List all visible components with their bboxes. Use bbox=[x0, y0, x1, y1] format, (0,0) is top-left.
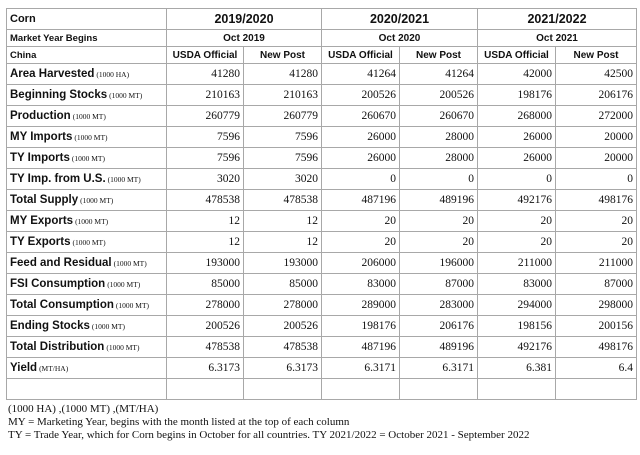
value-cell: 206176 bbox=[400, 316, 478, 337]
value-cell: 206176 bbox=[556, 85, 637, 106]
market-year-label: Market Year Begins bbox=[7, 30, 167, 47]
value-cell: 492176 bbox=[478, 337, 556, 358]
value-cell: 6.3171 bbox=[322, 358, 400, 379]
row-label bbox=[7, 295, 167, 316]
value-cell: 198156 bbox=[478, 316, 556, 337]
header-row-begins bbox=[7, 30, 637, 47]
value-cell: 487196 bbox=[322, 337, 400, 358]
table-row bbox=[7, 169, 637, 190]
value-cell: 28000 bbox=[400, 148, 478, 169]
value-cell: 41264 bbox=[400, 64, 478, 85]
year-header-2: 2020/2021 bbox=[322, 9, 478, 30]
value-cell: 196000 bbox=[400, 253, 478, 274]
row-label bbox=[7, 148, 167, 169]
table-row bbox=[7, 64, 637, 85]
value-cell: 26000 bbox=[322, 127, 400, 148]
value-cell: 260670 bbox=[322, 106, 400, 127]
value-cell: 478538 bbox=[167, 190, 244, 211]
year-header-3: 2021/2022 bbox=[478, 9, 637, 30]
value-cell: 26000 bbox=[478, 127, 556, 148]
header-row-years bbox=[7, 9, 637, 30]
value-cell: 487196 bbox=[322, 190, 400, 211]
row-label bbox=[7, 316, 167, 337]
value-cell: 272000 bbox=[556, 106, 637, 127]
value-cell: 20 bbox=[556, 232, 637, 253]
value-cell: 211000 bbox=[556, 253, 637, 274]
value-cell: 210163 bbox=[244, 85, 322, 106]
value-cell: 260779 bbox=[244, 106, 322, 127]
blank-row bbox=[7, 379, 637, 400]
row-unit: (1000 MT) bbox=[71, 154, 105, 163]
blank-cell bbox=[478, 379, 556, 400]
blank-cell bbox=[556, 379, 637, 400]
value-cell: 0 bbox=[478, 169, 556, 190]
value-cell: 260670 bbox=[400, 106, 478, 127]
value-cell: 42000 bbox=[478, 64, 556, 85]
table-row bbox=[7, 274, 637, 295]
table-row bbox=[7, 211, 637, 232]
value-cell: 20 bbox=[400, 232, 478, 253]
row-label bbox=[7, 106, 167, 127]
footnote-units: (1000 HA) ,(1000 MT) ,(MT/HA) bbox=[8, 403, 159, 415]
row-unit: (1000 MT) bbox=[109, 91, 143, 100]
value-cell: 200526 bbox=[244, 316, 322, 337]
value-cell: 41280 bbox=[167, 64, 244, 85]
value-cell: 20000 bbox=[556, 127, 637, 148]
row-label-text: Ending Stocks bbox=[10, 320, 90, 332]
value-cell: 0 bbox=[400, 169, 478, 190]
row-label-text: TY Imp. from U.S. bbox=[10, 173, 106, 185]
value-cell: 20 bbox=[400, 211, 478, 232]
row-label bbox=[7, 232, 167, 253]
value-cell: 3020 bbox=[244, 169, 322, 190]
row-label-text: Total Distribution bbox=[10, 341, 105, 353]
table-row bbox=[7, 295, 637, 316]
row-label bbox=[7, 127, 167, 148]
row-unit: (1000 MT) bbox=[80, 196, 114, 205]
value-cell: 7596 bbox=[244, 148, 322, 169]
row-label bbox=[7, 64, 167, 85]
value-cell: 20 bbox=[478, 232, 556, 253]
value-cell: 498176 bbox=[556, 337, 637, 358]
row-label-text: MY Imports bbox=[10, 131, 73, 143]
row-label bbox=[7, 358, 167, 379]
row-label bbox=[7, 190, 167, 211]
value-cell: 211000 bbox=[478, 253, 556, 274]
row-label-text: Area Harvested bbox=[10, 68, 95, 80]
blank-cell bbox=[400, 379, 478, 400]
row-unit: (1000 HA) bbox=[96, 70, 130, 79]
blank-cell bbox=[167, 379, 244, 400]
blank-cell bbox=[322, 379, 400, 400]
value-cell: 210163 bbox=[167, 85, 244, 106]
value-cell: 260779 bbox=[167, 106, 244, 127]
row-unit: (1000 MT) bbox=[106, 343, 140, 352]
value-cell: 12 bbox=[167, 211, 244, 232]
row-unit: (1000 MT) bbox=[74, 133, 108, 142]
value-cell: 498176 bbox=[556, 190, 637, 211]
row-unit: (1000 MT) bbox=[72, 112, 106, 121]
value-cell: 206000 bbox=[322, 253, 400, 274]
country-label: China bbox=[7, 47, 167, 64]
footnotes bbox=[8, 403, 636, 442]
value-cell: 6.3173 bbox=[244, 358, 322, 379]
value-cell: 278000 bbox=[167, 295, 244, 316]
value-cell: 20 bbox=[322, 232, 400, 253]
value-cell: 268000 bbox=[478, 106, 556, 127]
table-row bbox=[7, 232, 637, 253]
value-cell: 83000 bbox=[322, 274, 400, 295]
row-label bbox=[7, 211, 167, 232]
value-cell: 85000 bbox=[244, 274, 322, 295]
row-label-text: Yield bbox=[10, 362, 38, 374]
value-cell: 26000 bbox=[478, 148, 556, 169]
value-cell: 294000 bbox=[478, 295, 556, 316]
value-cell: 0 bbox=[556, 169, 637, 190]
begins-3: Oct 2021 bbox=[478, 30, 637, 47]
begins-2: Oct 2020 bbox=[322, 30, 478, 47]
value-cell: 20 bbox=[322, 211, 400, 232]
value-cell: 289000 bbox=[322, 295, 400, 316]
psd-table bbox=[6, 8, 637, 400]
value-cell: 193000 bbox=[167, 253, 244, 274]
blank-cell bbox=[7, 379, 167, 400]
table-row bbox=[7, 106, 637, 127]
value-cell: 41264 bbox=[322, 64, 400, 85]
footnote-ty: TY = Trade Year, which for Corn begins in October for all countries. TY 2021/2022 = October 2021 - September 2022 bbox=[8, 429, 530, 441]
blank-cell bbox=[244, 379, 322, 400]
value-cell: 26000 bbox=[322, 148, 400, 169]
value-cell: 478538 bbox=[167, 337, 244, 358]
row-label-text: MY Exports bbox=[10, 215, 74, 227]
row-unit: (1000 MT) bbox=[107, 175, 141, 184]
row-label bbox=[7, 253, 167, 274]
row-unit: (1000 MT) bbox=[72, 238, 106, 247]
value-cell: 200526 bbox=[400, 85, 478, 106]
row-unit: (1000 MT) bbox=[115, 301, 150, 310]
row-label-text: Total Supply bbox=[10, 194, 79, 206]
year-header-1: 2019/2020 bbox=[167, 9, 322, 30]
value-cell: 6.381 bbox=[478, 358, 556, 379]
table-row bbox=[7, 127, 637, 148]
row-label-text: Beginning Stocks bbox=[10, 89, 108, 101]
header-row-columns bbox=[7, 47, 637, 64]
value-cell: 6.3171 bbox=[400, 358, 478, 379]
commodity-label: Corn bbox=[7, 9, 167, 30]
value-cell: 41280 bbox=[244, 64, 322, 85]
row-label-text: TY Exports bbox=[10, 236, 71, 248]
value-cell: 7596 bbox=[167, 148, 244, 169]
value-cell: 83000 bbox=[478, 274, 556, 295]
row-label-text: Total Consumption bbox=[10, 299, 114, 311]
value-cell: 28000 bbox=[400, 127, 478, 148]
value-cell: 6.3173 bbox=[167, 358, 244, 379]
begins-1: Oct 2019 bbox=[167, 30, 322, 47]
value-cell: 20 bbox=[556, 211, 637, 232]
table-row bbox=[7, 253, 637, 274]
value-cell: 200526 bbox=[322, 85, 400, 106]
value-cell: 489196 bbox=[400, 190, 478, 211]
value-cell: 20000 bbox=[556, 148, 637, 169]
row-unit: (1000 MT) bbox=[107, 280, 141, 289]
footnote-my: MY = Marketing Year, begins with the month listed at the top of each column bbox=[8, 416, 350, 428]
value-cell: 7596 bbox=[167, 127, 244, 148]
col-official-2: USDA Official bbox=[322, 47, 400, 64]
value-cell: 278000 bbox=[244, 295, 322, 316]
table-row bbox=[7, 337, 637, 358]
row-label-text: Feed and Residual bbox=[10, 257, 112, 269]
table-row bbox=[7, 148, 637, 169]
value-cell: 12 bbox=[244, 232, 322, 253]
row-label-text: Production bbox=[10, 110, 71, 122]
value-cell: 20 bbox=[478, 211, 556, 232]
row-unit: (1000 MT) bbox=[75, 217, 109, 226]
value-cell: 87000 bbox=[400, 274, 478, 295]
value-cell: 12 bbox=[167, 232, 244, 253]
value-cell: 478538 bbox=[244, 337, 322, 358]
col-newpost-1: New Post bbox=[244, 47, 322, 64]
row-label bbox=[7, 85, 167, 106]
value-cell: 478538 bbox=[244, 190, 322, 211]
value-cell: 492176 bbox=[478, 190, 556, 211]
row-label bbox=[7, 274, 167, 295]
value-cell: 7596 bbox=[244, 127, 322, 148]
value-cell: 200526 bbox=[167, 316, 244, 337]
row-label bbox=[7, 169, 167, 190]
value-cell: 200156 bbox=[556, 316, 637, 337]
table-row bbox=[7, 316, 637, 337]
row-unit: (1000 MT) bbox=[113, 259, 147, 268]
value-cell: 489196 bbox=[400, 337, 478, 358]
value-cell: 12 bbox=[244, 211, 322, 232]
value-cell: 6.4 bbox=[556, 358, 637, 379]
value-cell: 198176 bbox=[478, 85, 556, 106]
row-label bbox=[7, 337, 167, 358]
table-row bbox=[7, 358, 637, 379]
value-cell: 42500 bbox=[556, 64, 637, 85]
col-official-1: USDA Official bbox=[167, 47, 244, 64]
value-cell: 283000 bbox=[400, 295, 478, 316]
col-newpost-3: New Post bbox=[556, 47, 637, 64]
value-cell: 198176 bbox=[322, 316, 400, 337]
value-cell: 85000 bbox=[167, 274, 244, 295]
row-label-text: TY Imports bbox=[10, 152, 70, 164]
value-cell: 0 bbox=[322, 169, 400, 190]
value-cell: 87000 bbox=[556, 274, 637, 295]
col-official-3: USDA Official bbox=[478, 47, 556, 64]
value-cell: 193000 bbox=[244, 253, 322, 274]
col-newpost-2: New Post bbox=[400, 47, 478, 64]
table-row bbox=[7, 85, 637, 106]
value-cell: 298000 bbox=[556, 295, 637, 316]
row-unit: (MT/HA) bbox=[39, 364, 69, 373]
value-cell: 3020 bbox=[167, 169, 244, 190]
table-row bbox=[7, 190, 637, 211]
row-unit: (1000 MT) bbox=[91, 322, 125, 331]
row-label-text: FSI Consumption bbox=[10, 278, 106, 290]
